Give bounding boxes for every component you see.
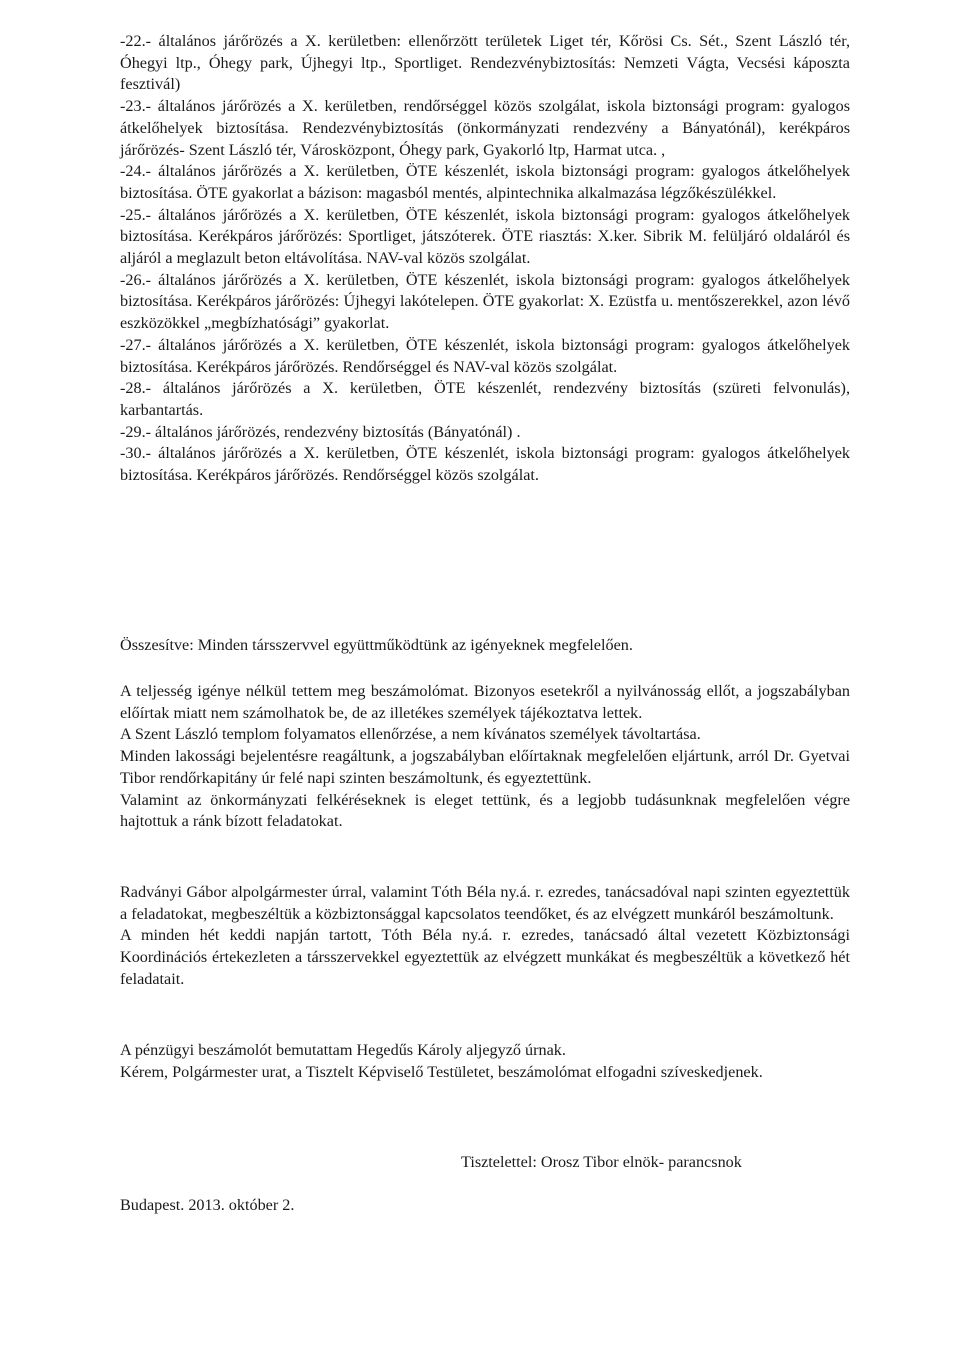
log-entry-22: -22.- általános járőrözés a X. kerületben: ellenőrzött területek Liget tér, Kőrösi Cs. Sét., Szent László tér, Óhegyi ltp., Óhegy park, Újhegyi ltp., Sportliget. Rendezvénybiztosítás: Nemzeti Vágta, Vecsési káposzta fesztivál)	[120, 32, 850, 94]
report-notes-section	[120, 681, 850, 833]
acceptance-request: Kérem, Polgármester urat, a Tisztelt Képviselő Testületet, beszámolómat elfogadni szíveskedjenek.	[120, 1062, 763, 1081]
log-entry-27: -27.- általános járőrözés a X. kerületben, ÖTE készenlét, iskola biztonsági program: gyalogos átkelőhelyek biztosítása. Kerékpáros járőrözés. Rendőrséggel és NAV-val közös szolgálat.	[120, 335, 850, 376]
signature-line: Tisztelettel: Orosz Tibor elnök- parancsnok	[461, 1153, 742, 1171]
report-note-church: A Szent László templom folyamatos ellenőrzése, a nem kívánatos személyek távoltartása.	[120, 725, 701, 744]
request-section	[120, 1040, 850, 1083]
log-entry-26: -26.- általános járőrözés a X. kerületben, ÖTE készenlét, iskola biztonsági program: gyalogos átkelőhelyek biztosítása. Kerékpáros járőrözés: Újhegyi lakótelepen. ÖTE gyakorlat: X. Ezüstfa u. mentőszerekkel, azon lévő eszközökkel „megbízhatósági” gyakorlat.	[120, 270, 850, 333]
log-entry-23: -23.- általános járőrözés a X. kerületben, rendőrséggel közös szolgálat, iskola biztonsági program: gyalogos átkelőhelyek biztosítása. Rendezvénybiztosítás (önkormányzati rendezvény a Bányatónál), kerékpáros járőrözés- Szent László tér, Városközpont, Óhegy park, Gyakorló ltp, Harmat utca. ,	[120, 97, 850, 159]
log-entry-24: -24.- általános járőrözés a X. kerületben, ÖTE készenlét, iskola biztonsági program: gyalogos átkelőhelyek biztosítása. ÖTE gyakorlat a bázison: magasból mentés, alpintechnika alkalmazása légzőkészülékkel.	[120, 162, 850, 202]
report-note-resident-reports: Minden lakossági bejelentésre reagáltunk, a jogszabályban előírtaknak megfelelően eljártunk, arról Dr. Gyetvai Tibor rendőrkapitány úr felé napi szinten beszámoltunk, és egyeztettünk.	[120, 747, 850, 787]
coordination-daily: Radványi Gábor alpolgármester úrral, valamint Tóth Béla ny.á. r. ezredes, tanácsadóval napi szinten egyeztettük a feladatokat, megbeszéltük a közbiztonsággal kapcsolatos teendőket, és az elvégzett munkáról beszámoltunk.	[120, 883, 850, 923]
log-entry-28: -28.- általános járőrözés a X. kerületben, ÖTE készenlét, rendezvény biztosítás (szüreti felvonulás), karbantartás.	[120, 379, 850, 419]
summary-text: Összesítve: Minden társszervvel együttműködtünk az igényeknek megfelelően.	[120, 636, 633, 654]
summary-paragraph	[120, 635, 850, 657]
log-entry-25: -25.- általános járőrözés a X. kerületben, ÖTE készenlét, iskola biztonsági program: gyalogos átkelőhelyek biztosítása. Kerékpáros járőrözés: Sportliget, játszóterek. ÖTE riasztás: X.ker. Sibrik M. felüljáró oldaláról és aljáról a meglazult beton eltávolítása. NAV-val közös szolgálat.	[120, 205, 850, 268]
coordination-weekly: A minden hét keddi napján tartott, Tóth Béla ny.á. r. ezredes, tanácsadó által vezetett Közbiztonsági Koordinációs értekezleten a társszervekkel egyeztettük az elvégzett munkákat és megbeszéltük a következő hét feladatait.	[120, 926, 850, 988]
financial-report-note: A pénzügyi beszámolót bemutattam Hegedűs Károly aljegyző úrnak.	[120, 1041, 566, 1059]
place-and-date: Budapest. 2013. október 2.	[120, 1196, 295, 1214]
report-note-municipal-requests: Valamint az önkormányzati felkéréseknek is eleget tettünk, és a legjobb tudásunknak megfelelően végre hajtottuk a ránk bízott feladatokat.	[120, 790, 850, 831]
log-entry-29: -29.- általános járőrözés, rendezvény biztosítás (Bányatónál) .	[120, 422, 521, 441]
log-entry-30: -30.- általános járőrözés a X. kerületben, ÖTE készenlét, iskola biztonsági program: gyalogos átkelőhelyek biztosítása. Kerékpáros járőrözés. Rendőrséggel közös szolgálat.	[120, 444, 850, 485]
coordination-section	[120, 882, 850, 991]
report-note-completeness: A teljesség igénye nélkül tettem meg beszámolómat. Bizonyos esetekről a nyilvánosság ellőt, a jogszabályban előírtak miatt nem számolhatok be, de az illetékes személyek tájékoztatva lettek.	[120, 682, 850, 722]
daily-activity-log	[120, 31, 850, 487]
